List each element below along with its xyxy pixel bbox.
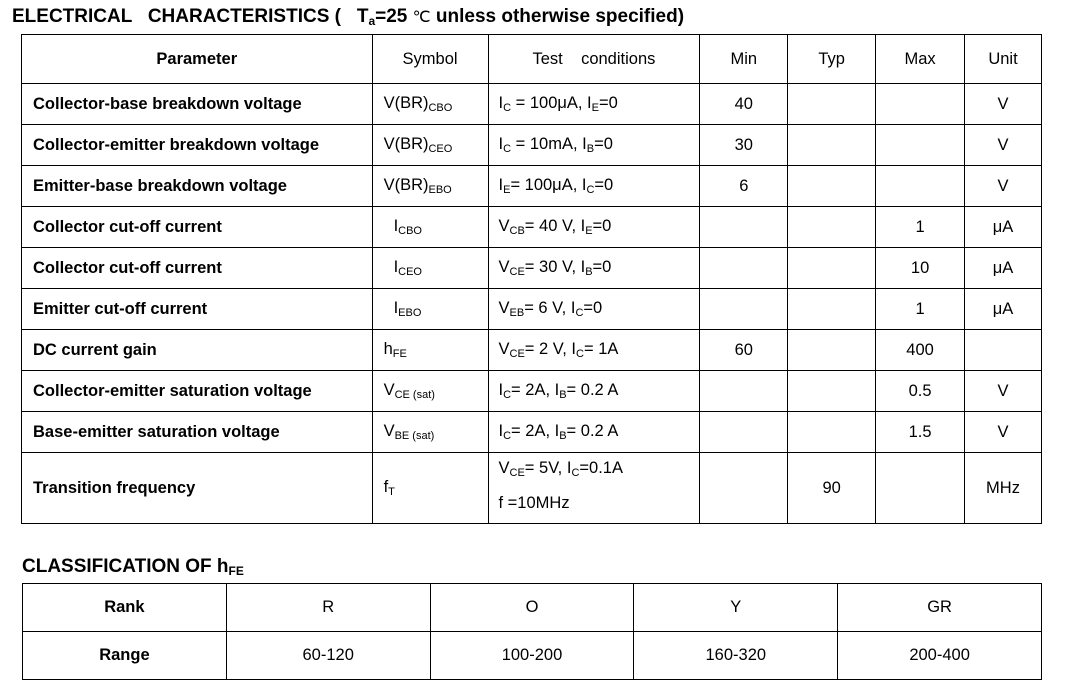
symbol-main: I (393, 299, 399, 317)
table-row (22, 371, 1042, 412)
test-conditions-cell (488, 248, 700, 289)
section-title-electrical: ELECTRICAL CHARACTERISTICS ( $T_a=25$ ℃ unless otherwise specified) (12, 6, 685, 28)
max-cell: 1.5 (876, 412, 965, 453)
symbol-subscript: T (388, 486, 395, 498)
table-row (22, 289, 1042, 330)
condition-subscript: EB (509, 307, 525, 319)
parameter-cell: Emitter-base breakdown voltage (22, 166, 373, 207)
symbol-subscript: EBO (428, 184, 452, 196)
max-cell: 10 (876, 248, 965, 289)
condition-text: =0 (583, 299, 603, 317)
unit-cell: V (965, 371, 1042, 412)
condition-text: f =10MHz (498, 494, 570, 512)
condition-text: = 100μA, I (510, 176, 587, 194)
condition-text: = 1A (583, 340, 619, 358)
test-conditions-cell (488, 166, 700, 207)
rank-label: Rank (23, 584, 227, 632)
symbol-subscript: BE (sat) (394, 430, 435, 442)
symbol-cell (372, 125, 488, 166)
typ-cell (788, 207, 876, 248)
max-cell (876, 166, 965, 207)
min-cell (700, 371, 788, 412)
typ-cell (788, 412, 876, 453)
table-row (22, 330, 1042, 371)
condition-text: = 0.2 A (566, 381, 619, 399)
test-conditions-cell (488, 412, 700, 453)
min-cell: 30 (700, 125, 788, 166)
typ-cell (788, 248, 876, 289)
symbol-cell (372, 371, 488, 412)
condition-text: = 30 V, I (524, 258, 586, 276)
condition-subscript: CE (509, 266, 525, 278)
condition-subscript: CE (509, 348, 525, 360)
condition-text: = 5V, I (524, 459, 572, 477)
symbol-main: V (383, 422, 395, 440)
condition-text: =0.1A (579, 459, 623, 477)
table-row (22, 207, 1042, 248)
symbol-main: h (383, 340, 393, 358)
symbol-subscript: CE (sat) (394, 389, 435, 401)
header-parameter: Parameter (22, 35, 373, 84)
condition-line (499, 453, 700, 488)
table-row (22, 453, 1042, 524)
range-row (23, 632, 1042, 680)
condition-subscript: C (503, 430, 512, 442)
min-cell: 6 (700, 166, 788, 207)
condition-subscript: C (575, 307, 584, 319)
test-conditions-cell (488, 453, 700, 524)
condition-text: I (498, 94, 504, 112)
test-conditions-cell (488, 84, 700, 125)
table-row (22, 412, 1042, 453)
condition-subscript: E (585, 225, 593, 237)
condition-text: V (498, 459, 510, 477)
symbol-subscript: CEO (398, 266, 422, 278)
parameter-cell: Collector-emitter saturation voltage (22, 371, 373, 412)
header-symbol: Symbol (372, 35, 488, 84)
condition-text: = 40 V, I (524, 217, 586, 235)
condition-subscript: E (503, 184, 511, 196)
table-row (22, 84, 1042, 125)
typ-cell: 90 (788, 453, 876, 524)
electrical-characteristics-table (21, 34, 1042, 524)
unit-cell: V (965, 412, 1042, 453)
symbol-subscript: FE (392, 348, 407, 360)
symbol-main: I (393, 258, 399, 276)
unit-cell: μA (965, 207, 1042, 248)
max-cell: 400 (876, 330, 965, 371)
condition-subscript: C (503, 143, 512, 155)
parameter-cell: Collector cut-off current (22, 207, 373, 248)
symbol-main: V(BR) (383, 94, 429, 112)
unit-cell: μA (965, 289, 1042, 330)
condition-line (499, 488, 700, 523)
symbol-cell (372, 453, 488, 524)
range-label: Range (23, 632, 227, 680)
condition-line (499, 217, 612, 235)
typ-cell (788, 371, 876, 412)
typ-cell (788, 84, 876, 125)
symbol-cell (372, 207, 488, 248)
header-max: Max (876, 35, 965, 84)
condition-text: = 6 V, I (524, 299, 576, 317)
min-cell (700, 289, 788, 330)
condition-subscript: CE (509, 467, 525, 479)
condition-text: I (498, 422, 504, 440)
parameter-cell: Base-emitter saturation voltage (22, 412, 373, 453)
hfe-classification-table (22, 583, 1042, 680)
condition-subscript: E (591, 102, 599, 114)
unit-cell (965, 330, 1042, 371)
condition-subscript: C (503, 389, 512, 401)
min-cell (700, 412, 788, 453)
condition-text: =0 (592, 217, 612, 235)
range-cell: 200-400 (838, 632, 1042, 680)
condition-line (499, 258, 612, 276)
condition-text: =0 (592, 258, 612, 276)
condition-text: V (498, 299, 510, 317)
unit-cell: μA (965, 248, 1042, 289)
condition-subscript: C (503, 102, 512, 114)
condition-text: = 2A, I (511, 422, 560, 440)
header-test-conditions: Test conditions (488, 35, 700, 84)
condition-text: = 100μA, I (511, 94, 592, 112)
condition-text: =0 (594, 176, 614, 194)
min-cell: 40 (700, 84, 788, 125)
condition-text: I (498, 135, 504, 153)
condition-line (499, 381, 619, 399)
header-typ: Typ (788, 35, 876, 84)
min-cell (700, 207, 788, 248)
section-title-classification: CLASSIFICATION OF $h_{FE}$ (22, 556, 244, 578)
symbol-subscript: EBO (398, 307, 422, 319)
condition-text: =0 (599, 94, 618, 112)
condition-line (499, 422, 619, 440)
typ-cell (788, 330, 876, 371)
max-cell: 1 (876, 207, 965, 248)
parameter-cell: Collector-emitter breakdown voltage (22, 125, 373, 166)
rank-row (23, 584, 1042, 632)
condition-text: V (498, 217, 510, 235)
symbol-cell (372, 330, 488, 371)
condition-subscript: B (559, 389, 567, 401)
table-row (22, 166, 1042, 207)
unit-cell: V (965, 125, 1042, 166)
condition-text: = 10mA, I (511, 135, 587, 153)
condition-line (499, 135, 613, 153)
condition-text: = 0.2 A (566, 422, 619, 440)
symbol-cell (372, 166, 488, 207)
symbol-main: V (383, 381, 395, 399)
symbol-cell (372, 412, 488, 453)
condition-line (499, 94, 618, 112)
unit-cell: MHz (965, 453, 1042, 524)
condition-subscript: B (586, 143, 595, 155)
min-cell (700, 453, 788, 524)
symbol-main: V(BR) (383, 176, 429, 194)
condition-text: =0 (594, 135, 613, 153)
condition-subscript: C (571, 467, 580, 479)
max-cell (876, 125, 965, 166)
test-conditions-cell (488, 371, 700, 412)
min-cell (700, 248, 788, 289)
test-conditions-cell (488, 289, 700, 330)
unit-cell: V (965, 166, 1042, 207)
table-header-row (22, 35, 1042, 84)
parameter-cell: DC current gain (22, 330, 373, 371)
parameter-cell: Collector cut-off current (22, 248, 373, 289)
condition-text: V (498, 340, 510, 358)
test-conditions-cell (488, 125, 700, 166)
typ-cell (788, 166, 876, 207)
header-min: Min (700, 35, 788, 84)
symbol-main: I (393, 217, 399, 235)
max-cell (876, 453, 965, 524)
condition-line (499, 340, 619, 358)
symbol-main: f (383, 478, 389, 496)
typ-cell (788, 125, 876, 166)
rank-cell: Y (634, 584, 838, 632)
table-row (22, 248, 1042, 289)
symbol-main: V(BR) (383, 135, 429, 153)
parameter-cell: Emitter cut-off current (22, 289, 373, 330)
test-conditions-cell (488, 330, 700, 371)
symbol-cell (372, 289, 488, 330)
condition-subscript: C (586, 184, 595, 196)
max-cell: 1 (876, 289, 965, 330)
condition-subscript: CB (509, 225, 525, 237)
table-row (22, 125, 1042, 166)
min-cell: 60 (700, 330, 788, 371)
condition-text: I (498, 381, 504, 399)
condition-text: = 2 V, I (524, 340, 577, 358)
parameter-cell: Transition frequency (22, 453, 373, 524)
rank-cell: GR (838, 584, 1042, 632)
rank-cell: O (430, 584, 634, 632)
condition-line (499, 299, 603, 317)
header-unit: Unit (965, 35, 1042, 84)
condition-subscript: B (559, 430, 567, 442)
condition-text: = 2A, I (511, 381, 560, 399)
range-cell: 100-200 (430, 632, 634, 680)
range-cell: 160-320 (634, 632, 838, 680)
symbol-subscript: CBO (398, 225, 422, 237)
range-cell: 60-120 (226, 632, 430, 680)
condition-subscript: C (576, 348, 584, 360)
condition-line (499, 176, 614, 194)
typ-cell (788, 289, 876, 330)
symbol-subscript: CBO (428, 102, 453, 114)
max-cell: 0.5 (876, 371, 965, 412)
parameter-cell: Collector-base breakdown voltage (22, 84, 373, 125)
symbol-subscript: CEO (428, 143, 453, 155)
rank-cell: R (226, 584, 430, 632)
test-conditions-cell (488, 207, 700, 248)
condition-text: V (498, 258, 510, 276)
condition-text: I (498, 176, 504, 194)
condition-subscript: B (585, 266, 593, 278)
unit-cell: V (965, 84, 1042, 125)
max-cell (876, 84, 965, 125)
symbol-cell (372, 84, 488, 125)
symbol-cell (372, 248, 488, 289)
